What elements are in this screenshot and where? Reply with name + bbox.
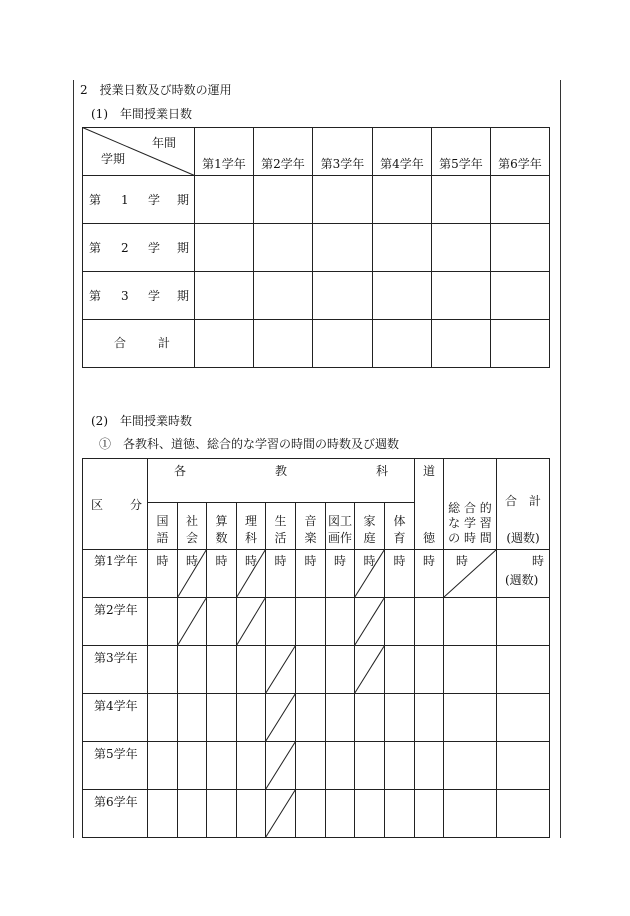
subsection-annual-days: (1) 年間授業日数 [91, 107, 192, 121]
t2-grade-5: 第5学年 [94, 747, 138, 761]
subsection-annual-hours: (2) 年間授業時数 [91, 414, 192, 428]
t1-grade-2: 第2学年 [261, 157, 305, 171]
t2-grade-1: 第1学年 [94, 554, 138, 568]
corner-term-label: 学期 [101, 152, 126, 166]
section-title: 2 授業日数及び時数の運用 [80, 83, 232, 97]
corner-year-label: 年間 [152, 136, 177, 150]
t1-grade-6: 第6学年 [498, 157, 542, 171]
t2-grade-3: 第3学年 [94, 651, 138, 665]
t1-grade-1: 第1学年 [202, 157, 246, 171]
t2-grade-4: 第4学年 [94, 699, 138, 713]
subsection-item-1: ① 各教科、道徳、総合的な学習の時間の時数及び週数 [99, 437, 400, 451]
t1-grade-3: 第3学年 [320, 157, 365, 171]
t2-grade-6: 第6学年 [94, 795, 138, 809]
t2-grade-2: 第2学年 [94, 603, 138, 617]
t1-grade-4: 第4学年 [380, 157, 424, 171]
t1-grade-5: 第5学年 [439, 157, 483, 171]
